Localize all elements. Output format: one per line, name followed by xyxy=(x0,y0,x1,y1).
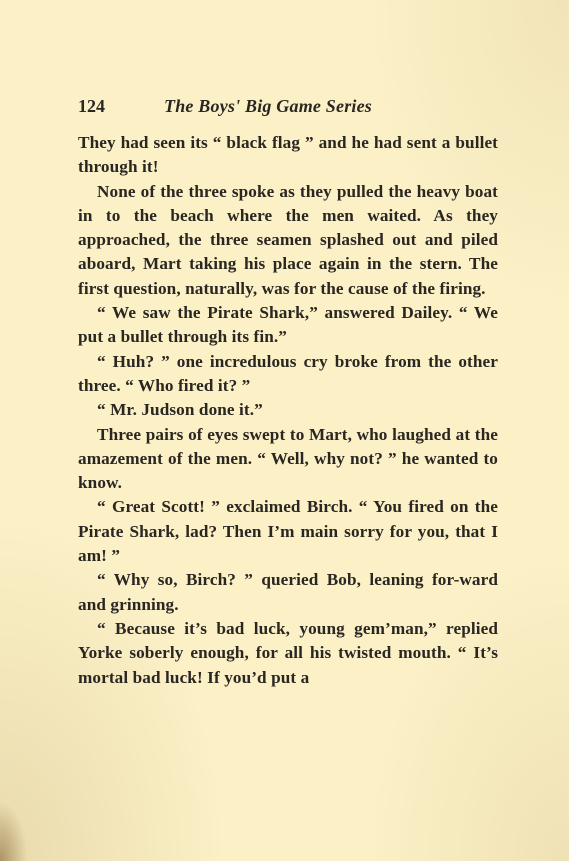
paragraph-5: “ Mr. Judson done it.” xyxy=(97,400,263,420)
page-header xyxy=(78,94,498,118)
paragraph-8: “ Why so, Birch? ” queried Bob, leaning for-ward and grinning. xyxy=(78,570,498,614)
page-corner-stain xyxy=(0,801,28,861)
page-number: 124 xyxy=(78,96,105,116)
paragraph-7: “ Great Scott! ” exclaimed Birch. “ You fired on the Pirate Shark, lad? Then I’m main sorry for you, that I am! ” xyxy=(78,497,498,566)
paragraph-6: Three pairs of eyes swept to Mart, who laughed at the amazement of the men. “ Well, why not? ” he wanted to know. xyxy=(78,424,498,493)
paragraph-4: “ Huh? ” one incredulous cry broke from the other three. “ Who fired it? ” xyxy=(78,351,498,395)
body-text xyxy=(78,131,498,690)
paragraph-2: None of the three spoke as they pulled the heavy boat in to the beach where the men waited. As they approached, the three seamen splashed out and piled aboard, Mart taking his place again in the stern. The first question, naturally, was for the cause of the firing. xyxy=(78,181,498,298)
paragraph-1: They had seen its “ black flag ” and he had sent a bullet through it! xyxy=(78,133,498,177)
paragraph-9: “ Because it’s bad luck, young gem’man,” replied Yorke soberly enough, for all his twisted mouth. “ It’s mortal bad luck! If you’d put a xyxy=(78,618,498,687)
running-title: The Boys' Big Game Series xyxy=(164,96,372,116)
paragraph-3: “ We saw the Pirate Shark,” answered Dailey. “ We put a bullet through its fin.” xyxy=(78,303,498,347)
